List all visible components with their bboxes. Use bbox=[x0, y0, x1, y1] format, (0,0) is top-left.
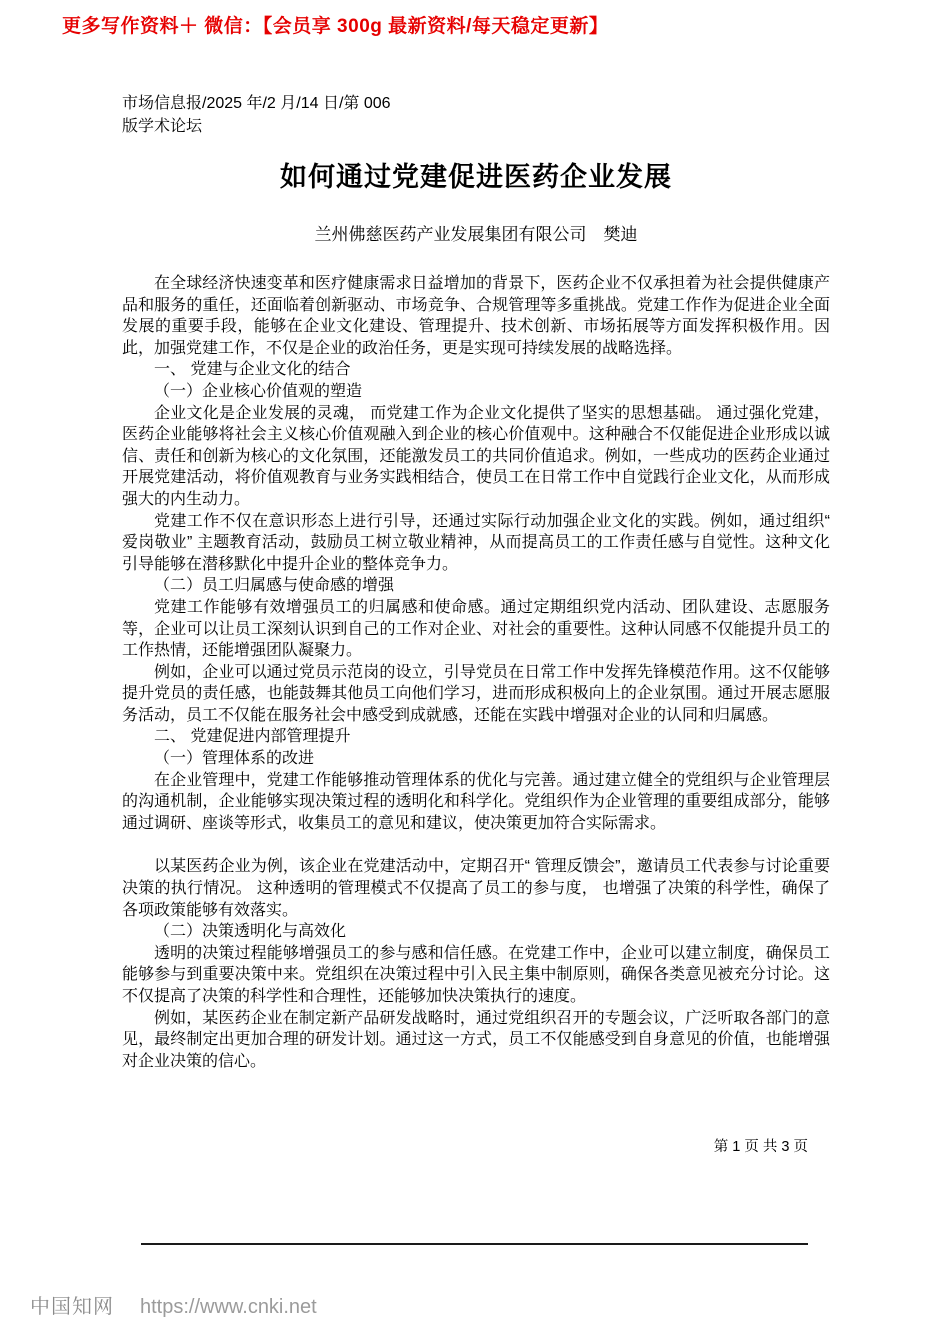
article-body bbox=[122, 273, 835, 1072]
paragraph: 企业文化是企业发展的灵魂， 而党建工作为企业文化提供了坚实的思想基础。 通过强化党建，医药企业能够将社会主义核心价值观融入到企业的核心价值观中。这种融合不仅能促进企业形成以诚信、责任和创新为核心的文化氛围，还能激发员工的共同价值追求。例如，一些成功的医药企业通过开展党建活动，将价值观教育与业务实践相结合，使员工在日常工作中自觉践行企业文化，从而形成强大的内生动力。 bbox=[122, 404, 830, 508]
subsection-heading-1-1: （一）企业核心价值观的塑造 bbox=[154, 382, 363, 400]
section-heading-1: 一、 党建与企业文化的结合 bbox=[154, 361, 351, 379]
paragraph: 党建工作能够有效增强员工的归属感和使命感。通过定期组织党内活动、团队建设、志愿服务等，企业可以让员工深刻认识到自己的工作对企业、对社会的重要性。这种认同感不仅能提升员工的工作热情，还能增强团队凝聚力。 bbox=[122, 598, 830, 660]
promo-banner: 更多写作资料＋ 微信：【会员享 300g 最新资料/每天稳定更新】 bbox=[62, 16, 609, 37]
subsection-heading-2-1: （一）管理体系的改进 bbox=[154, 750, 315, 768]
paragraph: 例如，企业可以通过党员示范岗的设立，引导党员在日常工作中发挥先锋模范作用。这不仅能够提升党员的责任感，也能鼓舞其他员工向他们学习，进而形成积极向上的企业氛围。通过开展志愿服务活动，员工不仅能在服务社会中感受到成就感，还能在实践中增强对企业的认同和归属感。 bbox=[122, 663, 830, 724]
paragraph-intro: 在全球经济快速变革和医疗健康需求日益增加的背景下，医药企业不仅承担着为社会提供健康产品和服务的重任，还面临着创新驱动、市场竞争、合规管理等多重挑战。党建工作作为促进企业全面发展的重要手段，能够在企业文化建设、管理提升、技术创新、市场拓展等方面发挥积极作用。因此，加强党建工作，不仅是企业的政治任务，更是实现可持续发展的战略选择。 bbox=[122, 275, 830, 357]
paragraph: 在企业管理中，党建工作能够推动管理体系的优化与完善。通过建立健全的党组织与企业管理层的沟通机制，企业能够实现决策过程的透明化和科学化。党组织作为企业管理的重要组成部分，能够通过调研、座谈等形式，收集员工的意见和建议，使决策更加符合实际需求。 bbox=[122, 771, 830, 832]
byline: 兰州佛慈医药产业发展集团有限公司 樊迪 bbox=[314, 225, 638, 244]
subsection-heading-1-2: （二）员工归属感与使命感的增强 bbox=[154, 577, 395, 595]
masthead-line1: 市场信息报/2025 年/2 月/14 日/第 006 bbox=[122, 95, 391, 112]
cnki-brand: 中国知网 bbox=[30, 1296, 114, 1318]
cnki-watermark bbox=[30, 1290, 317, 1319]
article-content bbox=[122, 92, 835, 1072]
page-title: 如何通过党建促进医药企业发展 bbox=[280, 162, 672, 192]
masthead-line2: 版学术论坛 bbox=[122, 118, 203, 135]
paragraph: 党建工作不仅在意识形态上进行引导，还通过实际行动加强企业文化的实践。例如，通过组织“ 爱岗敬业” 主题教育活动，鼓励员工树立敬业精神，从而提高员工的工作责任感与自觉性。这种文化引导能够在潜移默化中提升企业的整体竞争力。 bbox=[122, 512, 835, 573]
paragraph: 透明的决策过程能够增强员工的参与感和信任感。在党建工作中，企业可以建立制度，确保员工能够参与到重要决策中来。党组织在决策过程中引入民主集中制原则，确保各类意见被充分讨论。这不仅提高了决策的科学性和合理性，还能够加快决策执行的速度。 bbox=[122, 944, 830, 1005]
page-number: 第 1 页 共 3 页 bbox=[713, 1139, 808, 1155]
cnki-url-link[interactable]: https://www.cnki.net bbox=[140, 1296, 317, 1318]
paragraph: 以某医药企业为例，该企业在党建活动中，定期召开“ 管理反馈会”，邀请员工代表参与讨论重要决策的执行情况。 这种透明的管理模式不仅提高了员工的参与度， 也增强了决策的科学性，确保了各项政策能够有效落实。 bbox=[122, 858, 830, 919]
masthead bbox=[122, 92, 830, 138]
footer-divider bbox=[141, 1243, 808, 1245]
section-heading-2: 二、 党建促进内部管理提升 bbox=[154, 728, 351, 746]
subsection-heading-2-2: （二）决策透明化与高效化 bbox=[154, 923, 347, 941]
paragraph: 例如，某医药企业在制定新产品研发战略时，通过党组织召开的专题会议，广泛听取各部门的意见，最终制定出更加合理的研发计划。通过这一方式，员工不仅能感受到自身意见的价值，也能增强对企业决策的信心。 bbox=[122, 1009, 830, 1070]
